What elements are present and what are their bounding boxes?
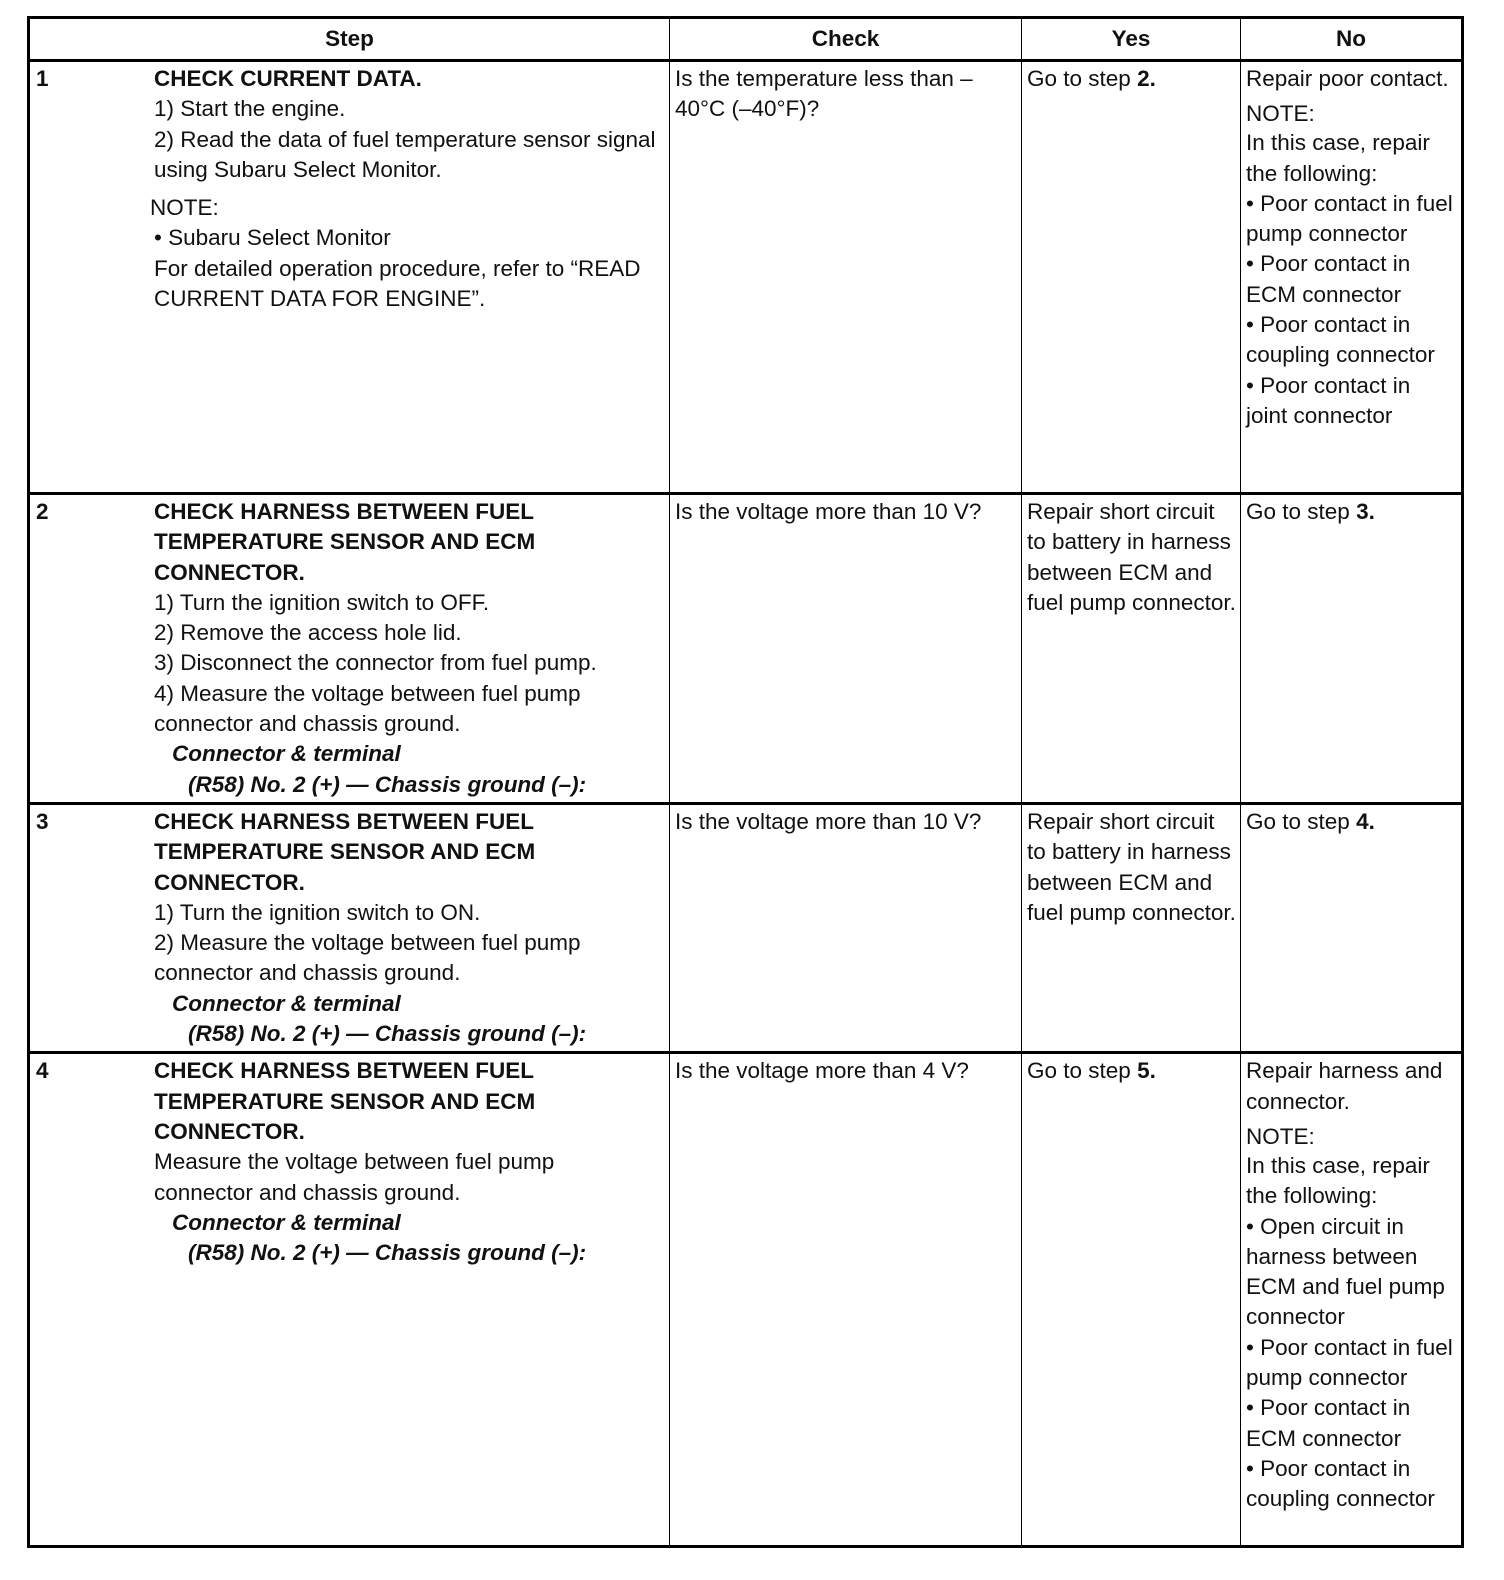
yes-cell xyxy=(1022,1053,1241,1547)
spec-label: Connector & terminal xyxy=(172,990,401,1016)
step-instruction: 4) Measure the voltage between fuel pump connector and chassis ground. xyxy=(154,680,581,737)
yes-prefix: Go to step xyxy=(1027,1058,1138,1084)
step-number: 2 xyxy=(36,499,49,524)
spec-value: (R58) No. 2 (+) — Chassis ground (–): xyxy=(188,771,587,797)
no-cell xyxy=(1241,803,1463,1052)
table-row xyxy=(29,494,1463,804)
step-cell xyxy=(29,494,670,804)
step-instruction: 2) Remove the access hole lid. xyxy=(154,620,462,646)
table-row xyxy=(29,1053,1463,1547)
yes-cell: Repair short circuit to battery in harness between ECM and fuel pump connector. xyxy=(1022,803,1241,1052)
note-line: • Open circuit in harness between ECM and fuel pump connector xyxy=(1246,1213,1445,1330)
note-line: For detailed operation procedure, refer to “READ CURRENT DATA FOR ENGINE”. xyxy=(154,255,641,312)
header-row xyxy=(29,18,1463,61)
step-cell xyxy=(29,803,670,1052)
note-line: • Poor contact in ECM connector xyxy=(1246,251,1411,307)
yes-prefix: Go to step xyxy=(1027,66,1138,91)
no-cell xyxy=(1241,61,1463,494)
no-text: Repair harness and connector. xyxy=(1246,1058,1443,1114)
table-row xyxy=(29,61,1463,494)
table-row xyxy=(29,803,1463,1052)
note-label: NOTE: xyxy=(1246,1123,1315,1149)
note-line: • Poor contact in joint connector xyxy=(1246,372,1411,428)
no-step-number: 3. xyxy=(1356,499,1375,524)
spec-label: Connector & terminal xyxy=(172,1209,401,1235)
step-title: CHECK CURRENT DATA. xyxy=(154,66,422,91)
step-title: CHECK HARNESS BETWEEN FUEL TEMPERATURE SENSOR AND ECM CONNECTOR. xyxy=(154,1058,536,1144)
yes-step-number: 5. xyxy=(1137,1058,1156,1084)
step-title: CHECK HARNESS BETWEEN FUEL TEMPERATURE SENSOR AND ECM CONNECTOR. xyxy=(154,808,536,895)
no-cell xyxy=(1241,1053,1463,1547)
spec-value: (R58) No. 2 (+) — Chassis ground (–): xyxy=(188,1021,587,1047)
step-cell xyxy=(29,1053,670,1547)
step-instruction: 2) Read the data of fuel temperature sensor signal using Subaru Select Monitor. xyxy=(154,126,656,182)
no-step-number: 4. xyxy=(1356,808,1375,834)
note-line: In this case, repair the following: xyxy=(1246,130,1430,186)
no-cell xyxy=(1241,494,1463,804)
note-line: • Poor contact in coupling connector xyxy=(1246,312,1435,368)
note-label: NOTE: xyxy=(150,195,219,221)
note-line: • Poor contact in ECM connector xyxy=(1246,1395,1411,1451)
step-instruction: Measure the voltage between fuel pump connector and chassis ground. xyxy=(154,1149,555,1205)
yes-cell: Repair short circuit to battery in harness between ECM and fuel pump connector. xyxy=(1022,494,1241,804)
step-cell xyxy=(29,61,670,494)
step-instruction: 1) Turn the ignition switch to OFF. xyxy=(154,589,490,615)
check-cell: Is the voltage more than 10 V? xyxy=(670,803,1022,1052)
step-instruction: 2) Measure the voltage between fuel pump connector and chassis ground. xyxy=(154,930,581,986)
header-no: No xyxy=(1241,18,1463,61)
check-cell: Is the voltage more than 4 V? xyxy=(670,1053,1022,1547)
no-prefix: Go to step xyxy=(1246,499,1357,524)
step-number: 3 xyxy=(36,808,49,834)
note-line: • Subaru Select Monitor xyxy=(154,225,391,251)
header-yes: Yes xyxy=(1022,18,1241,61)
step-number: 4 xyxy=(36,1058,49,1084)
yes-cell xyxy=(1022,61,1241,494)
note-line: • Poor contact in coupling connector xyxy=(1246,1455,1435,1512)
step-number: 1 xyxy=(36,66,49,91)
note-line: • Poor contact in fuel pump connector xyxy=(1246,190,1453,247)
check-cell: Is the voltage more than 10 V? xyxy=(670,494,1022,804)
header-step: Step xyxy=(29,18,670,61)
yes-step-number: 2. xyxy=(1137,66,1156,91)
header-check: Check xyxy=(670,18,1022,61)
step-instruction: 1) Turn the ignition switch to ON. xyxy=(154,899,481,925)
step-instruction: 1) Start the engine. xyxy=(154,96,346,122)
diagnostic-table xyxy=(27,16,1464,1548)
check-cell: Is the temperature less than –40°C (–40°F)? xyxy=(670,61,1022,494)
no-text: Repair poor contact. xyxy=(1246,66,1449,91)
no-prefix: Go to step xyxy=(1246,808,1357,834)
note-line: In this case, repair the following: xyxy=(1246,1152,1430,1209)
note-line: • Poor contact in fuel pump connector xyxy=(1246,1334,1453,1391)
spec-label: Connector & terminal xyxy=(172,741,401,767)
step-title: CHECK HARNESS BETWEEN FUEL TEMPERATURE SENSOR AND ECM CONNECTOR. xyxy=(154,499,536,585)
spec-value: (R58) No. 2 (+) — Chassis ground (–): xyxy=(188,1240,587,1266)
step-instruction: 3) Disconnect the connector from fuel pump. xyxy=(154,650,597,676)
note-label: NOTE: xyxy=(1246,101,1315,127)
